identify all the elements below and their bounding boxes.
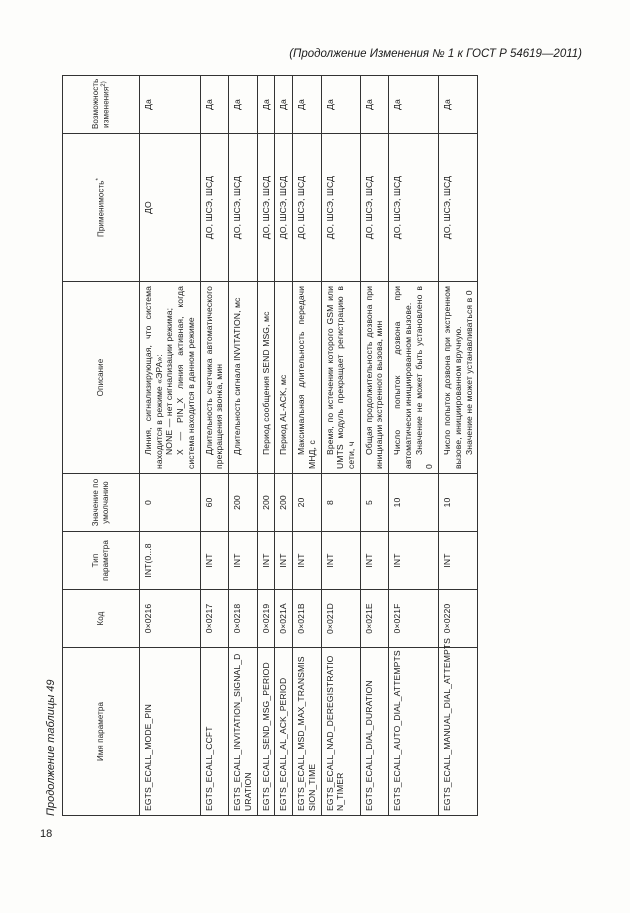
cell-name: EGTS_ECALL_MODE_PIN (140, 648, 201, 816)
description-paragraph: Период AL-ACK, мс (278, 374, 289, 455)
cell-applicability: ДО, ШСЭ, ШСД (229, 134, 257, 282)
table-row (389, 76, 439, 816)
cell-type: INT(0...8 (140, 532, 201, 590)
table-header-row (63, 76, 140, 816)
parameters-table (62, 75, 478, 816)
cell-default: 10 (389, 474, 439, 532)
table-row (257, 76, 275, 816)
cell-code: 0×021B (293, 590, 321, 648)
table-row (229, 76, 257, 816)
cell-name: EGTS_ECALL_MSD_MAX_TRANSMISSION_TIME (293, 648, 321, 816)
description-paragraph: Максимальная длительность передачи МНД, с (296, 286, 317, 469)
col-header-changeable-line1: Возможность (90, 78, 100, 129)
cell-type: INT (439, 532, 478, 590)
document-header: (Продолжение Изменения № 1 к ГОСТ Р 54619—2011) (289, 48, 582, 60)
description-paragraph: Длительность сигнала INVITATION, мс (232, 297, 243, 455)
cell-applicability: ДО (140, 134, 201, 282)
cell-default: 8 (321, 474, 360, 532)
cell-description (389, 282, 439, 474)
cell-description (439, 282, 478, 474)
cell-applicability: ДО, ШСЭ, ШСД (389, 134, 439, 282)
cell-code: 0×0216 (140, 590, 201, 648)
cell-applicability: ДО, ШСЭ, ШСД (439, 134, 478, 282)
cell-type: INT (389, 532, 439, 590)
cell-applicability: ДО, ШСЭ, ШСД (200, 134, 228, 282)
cell-description (275, 282, 293, 474)
description-paragraph: Время, по истечении которого GSM или UMTS модуль прекращает регистрацию в сети, ч (324, 286, 357, 469)
description-paragraph: Общая продолжительность дозвона при инициации экстренного вызова, мин (363, 286, 385, 469)
rotated-table-area (40, 76, 582, 816)
description-paragraph: Период сообщения SEND MSG, мс (260, 311, 271, 455)
cell-applicability: ДО, ШСЭ, ШСД (257, 134, 275, 282)
description-paragraph: Значение не может быть установлено в 0 (413, 286, 435, 469)
cell-type: INT (293, 532, 321, 590)
cell-changeable: Да (439, 76, 478, 134)
col-header-description: Описание (63, 282, 140, 474)
cell-changeable: Да (321, 76, 360, 134)
cell-changeable: Да (389, 76, 439, 134)
col-header-applicability (63, 134, 140, 282)
table-row (321, 76, 360, 816)
col-header-changeable-footnote: 2) (100, 81, 107, 87)
cell-default: 200 (257, 474, 275, 532)
cell-default: 0 (140, 474, 201, 532)
page-number: 18 (40, 828, 53, 840)
col-header-default-line1: Значение по (91, 478, 100, 527)
cell-name: EGTS_ECALL_MANUAL_DIAL_ATTEMPTS (439, 648, 478, 816)
cell-applicability: ДО, ШСЭ, ШСД (360, 134, 388, 282)
cell-code: 0×021F (389, 590, 439, 648)
cell-type: INT (200, 532, 228, 590)
description-paragraph: Число попыток дозвона при экстренном вызове, инициированном вручную. (442, 286, 463, 469)
cell-type: INT (321, 532, 360, 590)
cell-name: EGTS_ECALL_CCFT (200, 648, 228, 816)
col-header-changeable (63, 76, 140, 134)
cell-type: INT (360, 532, 388, 590)
cell-description (200, 282, 228, 474)
cell-changeable: Да (200, 76, 228, 134)
col-header-code: Код (63, 590, 140, 648)
col-header-type-line2: параметра (101, 540, 110, 581)
cell-name: EGTS_ECALL_SEND_MSG_PERIOD (257, 648, 275, 816)
table-row (275, 76, 293, 816)
cell-name: EGTS_ECALL_NAD_DEREGISTRATION_TIMER (321, 648, 360, 816)
col-header-default-line2: умолчанию (101, 481, 110, 524)
cell-changeable: Да (257, 76, 275, 134)
cell-type: INT (257, 532, 275, 590)
col-header-name: Имя параметра (63, 648, 140, 816)
description-paragraph: Число попыток дозвона при автоматически инициированном вызове. (392, 286, 413, 469)
cell-applicability: ДО, ШСЭ, ШСД (275, 134, 293, 282)
description-paragraph: NONE — нет сигнализации режима; (164, 307, 175, 455)
cell-name: EGTS_ECALL_AL_ACK_PERIOD (275, 648, 293, 816)
cell-default: 200 (229, 474, 257, 532)
cell-code: 0×021E (360, 590, 388, 648)
table-caption: Продолжение таблицы 49 (45, 679, 57, 816)
cell-description (360, 282, 388, 474)
description-paragraph: Длительность счетчика автоматического прекращения звонка, мин (203, 286, 225, 469)
description-paragraph: X — PIN_X линия активная, когда система находится в данном режиме (175, 286, 196, 469)
cell-code: 0×0218 (229, 590, 257, 648)
cell-changeable: Да (140, 76, 201, 134)
col-header-applicability-text: Применимость (96, 180, 106, 237)
cell-changeable: Да (229, 76, 257, 134)
cell-description (229, 282, 257, 474)
table-row (360, 76, 388, 816)
cell-type: INT (275, 532, 293, 590)
description-paragraph: Линия, сигнализирующая, что система находится в режиме «ЭРА»: (143, 286, 164, 469)
cell-code: 0×0219 (257, 590, 275, 648)
table-row (140, 76, 201, 816)
cell-default: 5 (360, 474, 388, 532)
cell-name: EGTS_ECALL_INVITATION_SIGNAL_DURATION (229, 648, 257, 816)
col-header-type (63, 532, 140, 590)
cell-default: 10 (439, 474, 478, 532)
col-header-changeable-line2-wrap (101, 80, 112, 129)
cell-changeable: Да (293, 76, 321, 134)
cell-default: 20 (293, 474, 321, 532)
cell-description (321, 282, 360, 474)
col-header-default (63, 474, 140, 532)
table-row (200, 76, 228, 816)
cell-description (293, 282, 321, 474)
col-header-type-line1: Тип (91, 553, 100, 568)
cell-code: 0×0217 (200, 590, 228, 648)
cell-code: 0×021A (275, 590, 293, 648)
cell-name: EGTS_ECALL_AUTO_DIAL_ATTEMPTS (389, 648, 439, 816)
cell-default: 60 (200, 474, 228, 532)
cell-applicability: ДО, ШСЭ, ШСД (293, 134, 321, 282)
cell-description (140, 282, 201, 474)
cell-default: 200 (275, 474, 293, 532)
cell-changeable: Да (275, 76, 293, 134)
cell-applicability: ДО, ШСЭ, ШСД (321, 134, 360, 282)
table-row (439, 76, 478, 816)
table-row (293, 76, 321, 816)
cell-type: INT (229, 532, 257, 590)
cell-name: EGTS_ECALL_DIAL_DURATION (360, 648, 388, 816)
col-header-applicability-footnote: * (95, 178, 102, 181)
description-paragraph: Значение не может устанавливаться в 0 (463, 290, 474, 455)
cell-description (257, 282, 275, 474)
cell-changeable: Да (360, 76, 388, 134)
col-header-changeable-line2: изменения (101, 86, 111, 128)
cell-code: 0×021D (321, 590, 360, 648)
cell-code: 0×0220 (439, 590, 478, 648)
